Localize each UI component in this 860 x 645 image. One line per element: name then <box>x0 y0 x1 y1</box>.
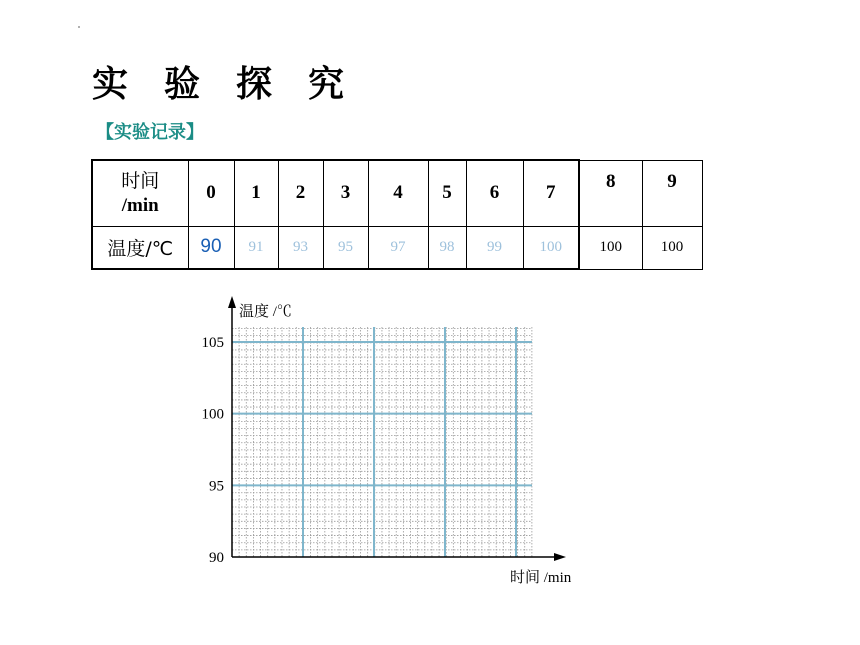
y-tick-label: 95 <box>209 478 224 495</box>
time-cell: 8 <box>579 160 642 226</box>
time-cell: 1 <box>234 160 278 226</box>
temp-cell: 100 <box>523 226 579 269</box>
grid-minor <box>232 327 532 557</box>
time-cell: 7 <box>523 160 579 226</box>
temperature-header-cell: 温度/℃ <box>92 226 188 269</box>
y-tick-label: 90 <box>209 550 224 566</box>
time-cell: 5 <box>428 160 466 226</box>
temp-cell: 98 <box>428 226 466 269</box>
y-axis-arrow <box>228 296 236 308</box>
time-cell: 3 <box>323 160 368 226</box>
time-header-label: 时间 <box>121 169 160 192</box>
y-tick-label: 100 <box>201 406 224 423</box>
temp-cell: 97 <box>368 226 428 269</box>
temp-cell: 100 <box>642 226 702 269</box>
x-axis-label: 时间 /min <box>510 570 572 586</box>
temp-cell: 91 <box>234 226 278 269</box>
y-axis-label: 温度 /℃ <box>239 304 292 320</box>
time-cell: 9 <box>642 160 702 226</box>
section-subtitle: 【实验记录】 <box>96 122 204 143</box>
time-cell: 6 <box>466 160 523 226</box>
time-header-unit: /min <box>121 194 159 216</box>
temp-cell: 95 <box>323 226 368 269</box>
temp-cell: 99 <box>466 226 523 269</box>
temp-cell: 100 <box>579 226 642 269</box>
y-tick-labels <box>202 335 225 566</box>
temp-cell: 93 <box>278 226 323 269</box>
time-cell: 4 <box>368 160 428 226</box>
y-tick-label: 105 <box>201 335 224 351</box>
time-cell: 0 <box>188 160 234 226</box>
time-cell: 2 <box>278 160 323 226</box>
temp-cell: 90 <box>188 226 234 269</box>
x-axis-arrow <box>554 553 566 561</box>
page-title: 实验探究 <box>92 64 381 105</box>
